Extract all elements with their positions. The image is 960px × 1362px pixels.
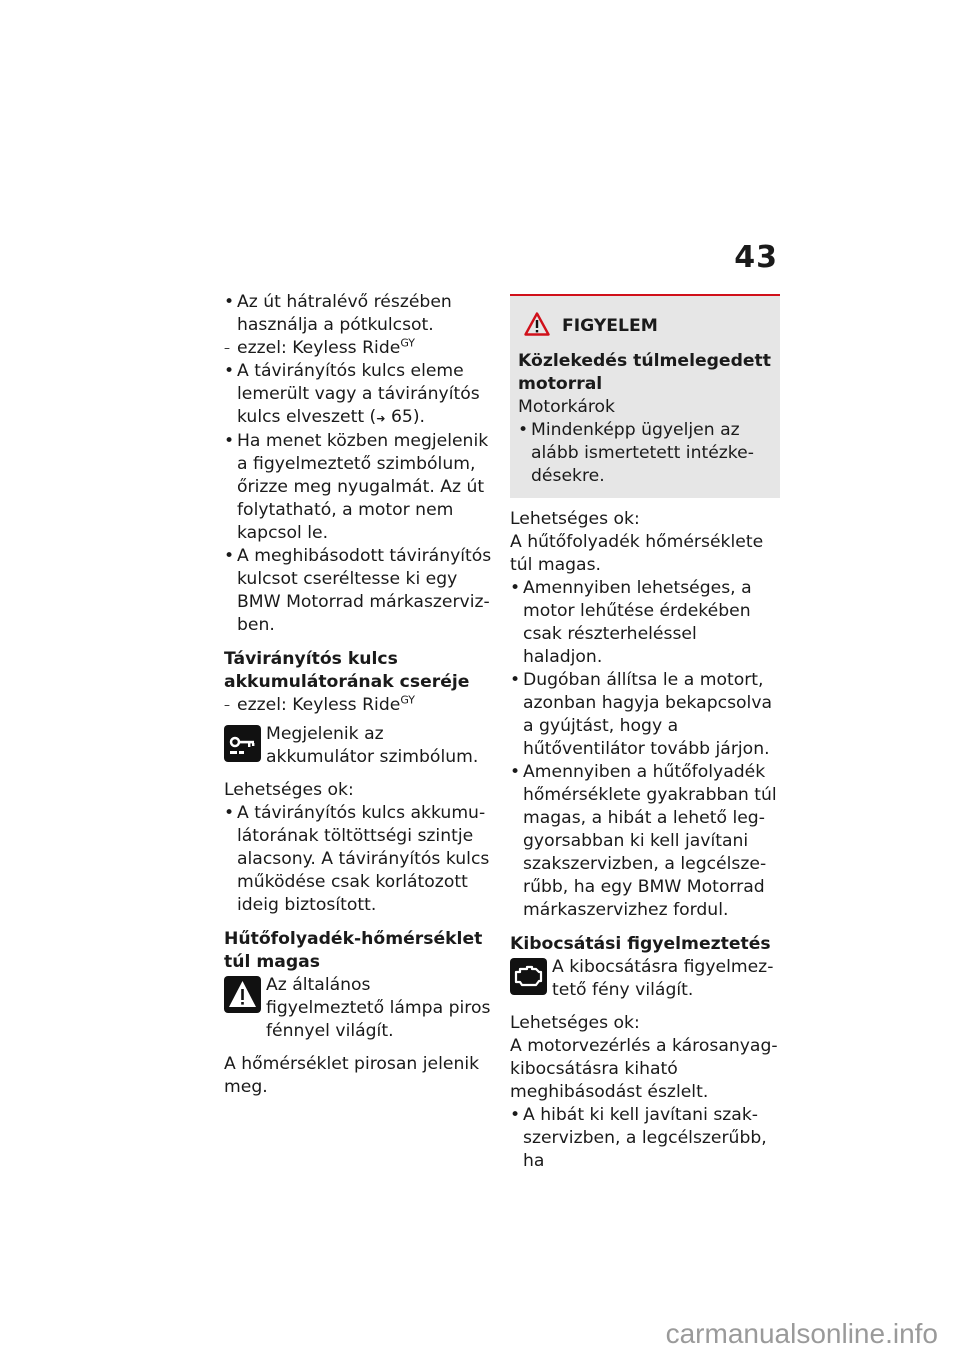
keyless-ride-note: – ezzel: Keyless Ride$^{GY}$ [224, 694, 494, 717]
list-item: • Amennyiben a hűtőfolyadék hőmérséklete gyakrabban túl magas, a hibát a lehető leggyorsabban ki kell javítani szakszervizben, a legcélszerűbb, ha egy BMW Motorrad márkaszervizhez fordul. [510, 761, 780, 922]
indicator-row [224, 723, 494, 769]
warning-box [510, 294, 780, 498]
keyless-ride-note: – ezzel: Keyless Ride$^{GY}$ [224, 337, 494, 360]
watermark-text: carmanualsonline.info [665, 1318, 938, 1349]
indicator-row [224, 974, 494, 1043]
indicator-description: Az általános figyelmeztető lámpa piros fénnyel világít. [266, 975, 491, 1041]
paragraph: A motorvezérlés a károsanyag-kibocsátásra kiható meghibásodást észlelt. [510, 1036, 778, 1102]
section-heading: Kibocsátási figyelmeztetés [510, 934, 771, 954]
indicator-row [510, 956, 780, 1002]
list-item: • Dugóban állítsa le a motort, azonban hagyja bekapcsolva a gyújtást, hogy a hűtőventilátor tovább járjon. [510, 669, 780, 761]
engine-check-icon [510, 958, 547, 995]
list-item: • A távirányítós kulcs eleme lemerült vagy a távirányítós kulcs elveszett (➜ 65). [224, 360, 494, 430]
list-item: • A meghibásodott távirányítós kulcsot cseréltesse ki egy BMW Motorrad márkaszervizben. [224, 545, 494, 637]
page-reference-arrow-icon: ➜ [376, 412, 386, 425]
section-heading: Távirányítós kulcs akkumulátorának cseréje [224, 649, 470, 692]
section-heading: Hűtőfolyadék-hőmérséklet túl magas [224, 929, 483, 972]
list-item: • A távirányítós kulcs akkumulátorának töltöttségi szintje alacsony. A távirányítós kulcs működése csak korlátozott ideig biztosított. [224, 802, 494, 917]
page-number: 43 [734, 240, 778, 275]
list-item: • Amennyiben lehetséges, a motor lehűtése érdekében csak részterheléssel haladjon. [510, 577, 780, 669]
cause-label: Lehetséges ok: [510, 509, 640, 529]
list-item: • Ha menet közben megjelenik a figyelmeztető szimbólum, őrizze meg nyugalmát. Az út folytatható, a motor nem kapcsol le. [224, 430, 494, 545]
general-warning-icon [224, 976, 261, 1013]
warning-heading: Közlekedés túlmelegedett motorral [518, 351, 771, 394]
warning-triangle-icon [524, 312, 550, 340]
warning-bullet: • Mindenképp ügyeljen az alább ismertetett intézkedésekre. [518, 419, 772, 488]
key-battery-icon [224, 725, 261, 762]
warning-subtitle: Motorkárok [518, 397, 616, 417]
list-item: • Az út hátralévő részében használja a pótkulcsot. [224, 291, 494, 337]
cause-label: Lehetséges ok: [510, 1013, 640, 1033]
left-column [224, 291, 494, 1099]
list-item: • A hibát ki kell javítani szakszervizben, a legcélszerűbb, ha [510, 1104, 780, 1173]
cause-label: Lehetséges ok: [224, 780, 354, 800]
indicator-description: Megjelenik az akkumulátor szimbólum. [266, 724, 479, 767]
paragraph: A hőmérséklet pirosan jelenik meg. [224, 1054, 480, 1097]
warning-title: FIGYELEM [562, 316, 658, 336]
right-column [510, 291, 780, 1173]
warning-header [524, 312, 772, 340]
indicator-description: A kibocsátásra figyelmeztető fény világít. [552, 957, 774, 1000]
paragraph: A hűtőfolyadék hőmérséklete túl magas. [510, 532, 764, 575]
